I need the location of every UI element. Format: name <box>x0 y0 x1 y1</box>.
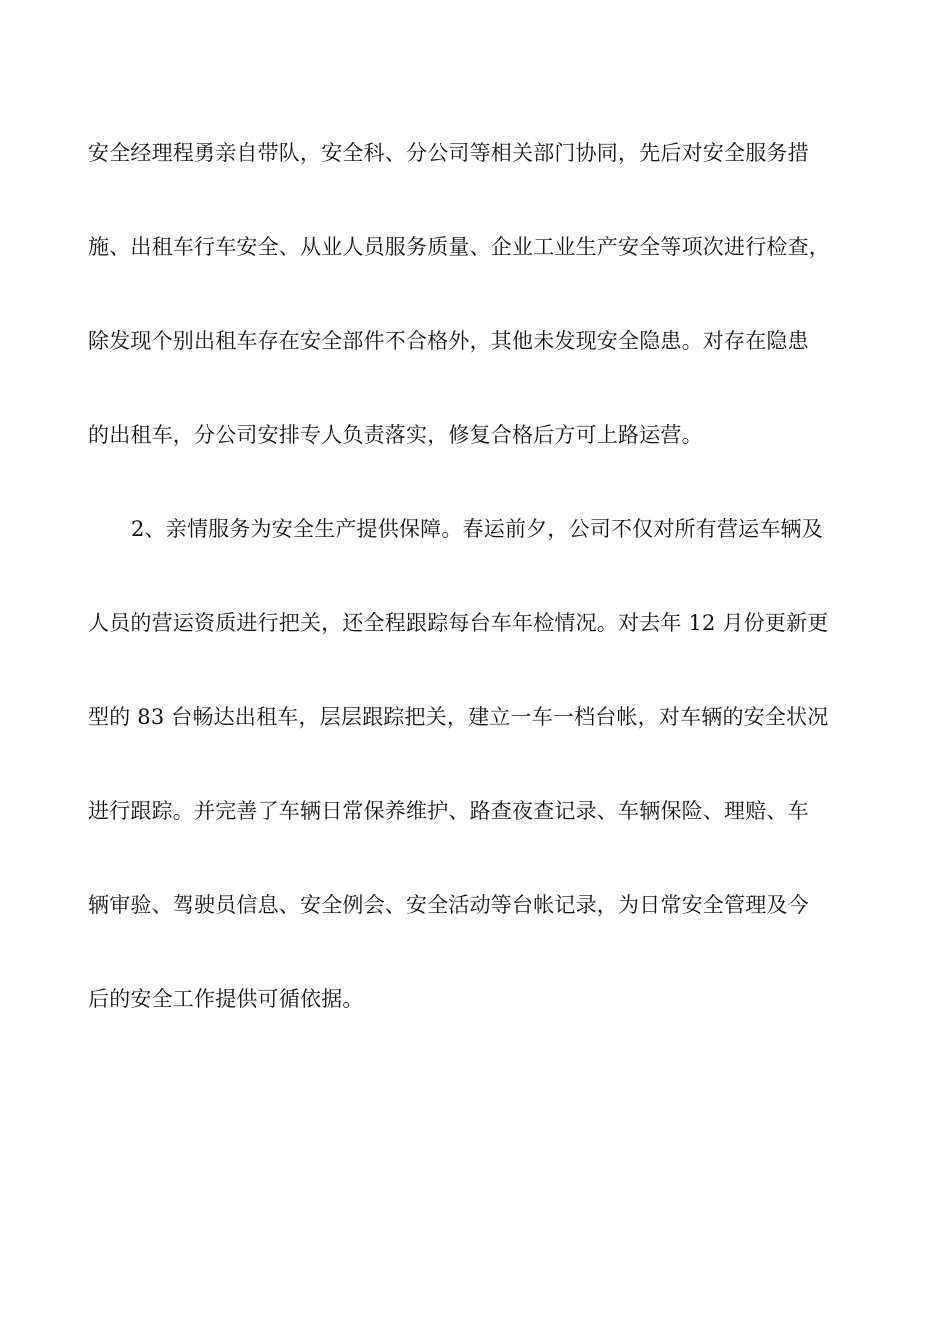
text-line-3: 除发现个别出租车存在安全部件不合格外，其他未发现安全隐患。对存在隐患 <box>88 329 809 353</box>
text-line-6: 人员的营运资质进行把关，还全程跟踪每台车年检情况。对去年 12 月份更新更 <box>88 611 829 635</box>
text-line-9: 辆审验、驾驶员信息、安全例会、安全活动等台帐记录，为日常安全管理及今 <box>88 893 809 917</box>
text-line-10: 后的安全工作提供可循依据。 <box>88 987 364 1011</box>
text-line-2: 施、出租车行车安全、从业人员服务质量、企业工业生产安全等项次进行检查， <box>88 235 830 259</box>
text-line-7: 型的 83 台畅达出租车，层层跟踪把关，建立一车一档台帐，对车辆的安全状况 <box>88 705 829 729</box>
body-text <box>88 130 868 1070</box>
text-line-4: 的出租车，分公司安排专人负责落实，修复合格后方可上路运营。 <box>88 423 703 447</box>
text-line-8: 进行跟踪。并完善了车辆日常保养维护、路查夜查记录、车辆保险、理赔、车 <box>88 799 809 823</box>
text-line-1: 安全经理程勇亲自带队，安全科、分公司等相关部门协同，先后对安全服务措 <box>88 141 809 165</box>
text-line-5: 2、亲情服务为安全生产提供保障。春运前夕，公司不仅对所有营运车辆及 <box>131 517 823 541</box>
